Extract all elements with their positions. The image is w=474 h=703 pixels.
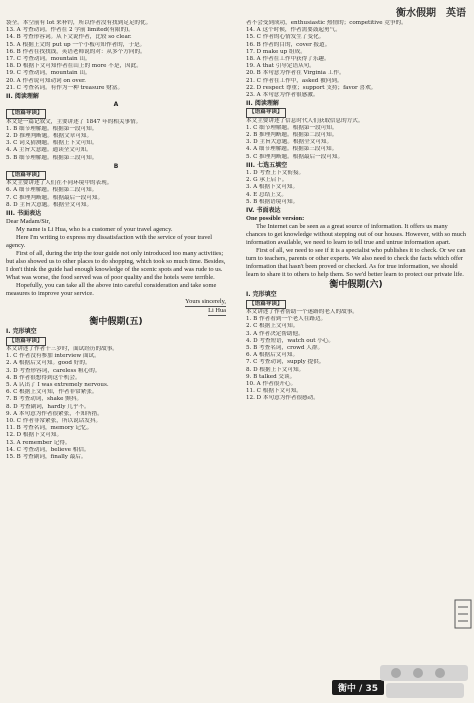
answer-line: 1. D 考查上下文衔接。	[246, 170, 305, 177]
answer-line: 4. E 总结上文。	[246, 191, 287, 198]
answer-line: 13. A remember 记得。	[6, 439, 71, 446]
left-top-answers	[6, 20, 226, 92]
answer-line: 10. A 作者很开心。	[246, 380, 297, 387]
right-reading-heading: II. 阅读理解	[246, 100, 279, 108]
part-a-answers	[6, 119, 226, 162]
answer-line: 1. B 细节理解题。根据第一段可知。	[6, 125, 98, 132]
answer-line: 17. C 考查动词。mountain 山。	[6, 56, 91, 63]
answer-line: 11. B 考查名词，memory 记忆。	[6, 425, 93, 432]
answer-line: 1. C 作者没有参加 interview 面试。	[6, 353, 100, 360]
right-cloze-guide-tag: 【语篇导读】	[246, 300, 286, 309]
answer-line: 15. B 考查副词，finally 最后。	[6, 453, 87, 460]
left-column	[6, 20, 226, 680]
left-cloze-heading: I. 完形填空	[6, 328, 37, 336]
answer-line: 2. G 承上启下。	[246, 177, 288, 184]
watermark-logo-icon	[378, 663, 470, 701]
answer-line: 20. B 本句意为作者在 Virginia 工作。	[246, 70, 345, 77]
answer-line: 5. C 推理判断题。根据最后一段可知。	[246, 153, 344, 160]
answer-line: 13. A 考查动词。作者在 2 学前 limited(有限的)。	[6, 27, 134, 34]
answer-line: 5. B 考查名词，crowd 人群。	[246, 344, 324, 351]
answer-line: 3. A 根据下文可知。	[246, 184, 299, 191]
answer-line: 3. D 主旨大意题。根据全文可知。	[246, 139, 333, 146]
left-reading-heading: II. 阅读理解	[6, 93, 39, 101]
letter-closing: Yours sincerely,	[185, 298, 226, 306]
one-version-label: One possible version:	[246, 215, 305, 223]
right-grammar-answers	[246, 170, 466, 206]
right-cloze-heading: I. 完形填空	[246, 291, 277, 299]
answer-line: 14. C 考查动词，believe 相信。	[6, 446, 90, 453]
side-stamp-icon	[454, 599, 472, 629]
answer-line: 3. C 词义猜测题。根据上下文可知。	[6, 140, 98, 147]
answer-line: 2. A 根据后文可知。good 好的。	[6, 360, 91, 367]
right-top-answers	[246, 20, 466, 99]
right-grammar-heading: III. 七选五填空	[246, 161, 288, 169]
answer-line: 18. A 作者在工作中获得了乐趣。	[246, 56, 330, 63]
letter-paragraph: Hopefully, you can take all the above into careful consideration and take some measures to improve your service.	[6, 282, 217, 298]
answer-line: 12. D 根据下文可知。	[6, 432, 63, 439]
answer-line: 23. A 本句意为作者很感激。	[246, 92, 319, 99]
answer-line: 2. C 根据上文可知。	[246, 323, 299, 330]
answer-line: 4. B 作者很想得到这个机会。	[6, 374, 81, 381]
answer-line: 15. C 作者的心情发生了变化。	[246, 34, 325, 41]
answer-line: 18. D 根据下文可知作者在山上的 more 不是，因此。	[6, 63, 142, 70]
part-b-guide-tag: 【语篇导读】	[6, 171, 46, 180]
answer-line: 者不会受到成功，enthusiastic 热情的；competitive 竞争的。	[246, 20, 407, 26]
letter-body	[6, 226, 226, 298]
right-reading-answers	[246, 118, 466, 161]
answer-line: 8. D 根据上下文可知。	[246, 366, 305, 373]
essay-paragraph: First of all, we need to see if it is a specialist who publishes it to check. Or we can turn to teachers, parents or other experts. We also need to check the facts which offer information that hasn't been proved or checked. As for true information, we should learn to share it to others to help them. So we'd better learn to protect our private life.	[246, 247, 466, 279]
answer-line: 16. B 作者的目的，cover 报道。	[246, 41, 331, 48]
answer-line: 19. A that 引导定语从句。	[246, 63, 315, 70]
answer-line: 17. D make up 组成。	[246, 48, 306, 55]
answer-line: 6. C 根据上文可知，作者非常紧张。	[6, 389, 98, 396]
answer-line: 21. C 作者在工作中，asked 被问到。	[246, 77, 343, 84]
sample-essay	[246, 215, 466, 279]
answer-line: 本文主要讲述了信息时代人们获取信息的方式。	[246, 117, 364, 124]
answer-line: 11. C 根据下文可知。	[246, 388, 302, 395]
page-number-footer: 衡中 / 35	[332, 680, 384, 695]
part-b-label: B	[113, 162, 119, 170]
letter-signature: Li Hua	[208, 307, 226, 315]
answer-line: 3. A 作者决定帮助他。	[246, 330, 304, 337]
answer-line: 5. A 认出了 I was extremely nervous.	[6, 381, 109, 388]
answer-line: 2. D 推理判断题。根据文章可知。	[6, 133, 93, 140]
right-writing-heading: IV. 书面表达	[246, 207, 281, 215]
answer-line: 5. B 细节理解题。根据第三段可知。	[6, 154, 98, 161]
answer-line: 6. A 根据后文可知。	[246, 352, 299, 359]
part-a-label: A	[113, 101, 119, 109]
answer-line: 8. D 考查副词，hardly 几乎不。	[6, 403, 90, 410]
left-writing-heading: III. 书面表达	[6, 210, 42, 218]
answer-line: 本文讲述了作者十三岁时，面试经历的故事。	[6, 345, 118, 352]
answer-line: 6. A 细节理解题。根据第二段可知。	[6, 187, 98, 194]
section-banner-five: 衡中假期(五)	[89, 317, 143, 328]
essay-body	[246, 223, 466, 279]
essay-paragraph: The Internet can be seen as a great source of information. It offers us many chances to get knowledge without stepping out of our houses. However, with so much information available, we need to learn to tell true and untrue information apart.	[246, 223, 466, 247]
header-title: 衡水假期	[396, 8, 436, 19]
left-cloze-answers	[6, 346, 226, 461]
answer-line: 14. B 考查形容词。从下文说作者，比较 so clear.	[6, 34, 132, 41]
page-header	[396, 4, 466, 19]
answer-line: 7. C 推理判断题。根据最后一段可知。	[6, 194, 104, 201]
right-cloze-answers	[246, 309, 466, 403]
answer-line: 22. D respect 尊重；support 支持；favor 喜欢。	[246, 84, 377, 91]
answer-line: 5. B 根据语境可知。	[246, 198, 299, 205]
answer-line: 2. B 推理判断题。根据第二段可知。	[246, 132, 338, 139]
answer-line: 7. B 考查动词，shake 颤抖。	[6, 396, 83, 403]
letter-paragraph: First of all, during the trip the tour guide not only introduced too many activities; but also showed us to other places to do shopping, which took so much time. Besides, I don't think the guide had enough knowledge of the scenic spots and was rude to us. What was worse, the food served was of poor quality and the hotels were terrible.	[6, 250, 226, 282]
part-b-answers	[6, 180, 226, 209]
answer-line: 15. A 根据上文的 put up 一个小板可知作者的，于是。	[6, 41, 146, 48]
answer-line: 1. B 作者看到一个老人在路边。	[246, 316, 327, 323]
header-subject: 英语	[446, 8, 466, 19]
answer-line: 1. C 细节理解题。根据第一段可知。	[246, 124, 338, 131]
answer-line: 10. C 作者非常紧张，所以说话发抖。	[6, 417, 102, 424]
answer-line: 9. A 本句意为作者很紧张，不知所措。	[6, 410, 103, 417]
answer-line: 3. D 考查形容词，careless 粗心的。	[6, 367, 101, 374]
answer-line: 7. C 考查动词，supply 提供。	[246, 359, 325, 366]
answer-line: 20. A 作者说可知动词 on over.	[6, 77, 86, 84]
answer-line: 9. B talked 交谈。	[246, 373, 296, 380]
letter-salutation: Dear Madam/Sir,	[6, 218, 51, 226]
answer-line: 14. A 这个时候，作者需要鼓起勇气。	[246, 27, 341, 34]
section-banner-six: 衡中假期(六)	[329, 280, 383, 291]
answer-line: 16. B 作者在找找钱，英语老师说的对：从多个方向的。	[6, 48, 146, 55]
answer-line: 12. D 本句意为作者很感动。	[246, 395, 319, 402]
left-cloze-guide-tag: 【语篇导读】	[6, 337, 46, 346]
letter-paragraph: Here I'm writing to express my dissatisfaction with the service of your travel agency.	[6, 234, 213, 250]
answer-line: 4. A 主旨大意题。通读全文可知。	[6, 147, 92, 154]
right-guide-tag: 【语篇导读】	[246, 108, 286, 117]
answer-line: 本文主要讲述了人们在不同环境中的表现。	[6, 180, 113, 187]
answer-line: 21. C 考查名词。有作为一种 treasure 财富。	[6, 84, 124, 91]
answer-line: 本文是一篇记叙文，主要讲述了 1847 年的相关事情。	[6, 118, 142, 125]
part-a-guide-tag: 【语篇导读】	[6, 109, 46, 118]
answer-line: 19. C 考查动词，mountain 山。	[6, 70, 91, 77]
letter-paragraph: My name is Li Hua, who is a customer of your travel agency.	[16, 226, 173, 234]
answer-line: 8. D 主旨大意题。根据全文可知。	[6, 201, 93, 208]
answer-line: 本文讲述了作者帮助一个迷路的老人的故事。	[246, 308, 358, 315]
answer-line: 袋全。本空前有 lot 来补钓，所以作者没有找到足足的优。	[6, 20, 152, 26]
sample-letter	[6, 218, 226, 316]
answer-line: 4. D 考查短语，watch out 小心。	[246, 337, 335, 344]
right-column	[246, 20, 466, 680]
answer-line: 4. A 细节理解题。根据第三段可知。	[246, 146, 338, 153]
